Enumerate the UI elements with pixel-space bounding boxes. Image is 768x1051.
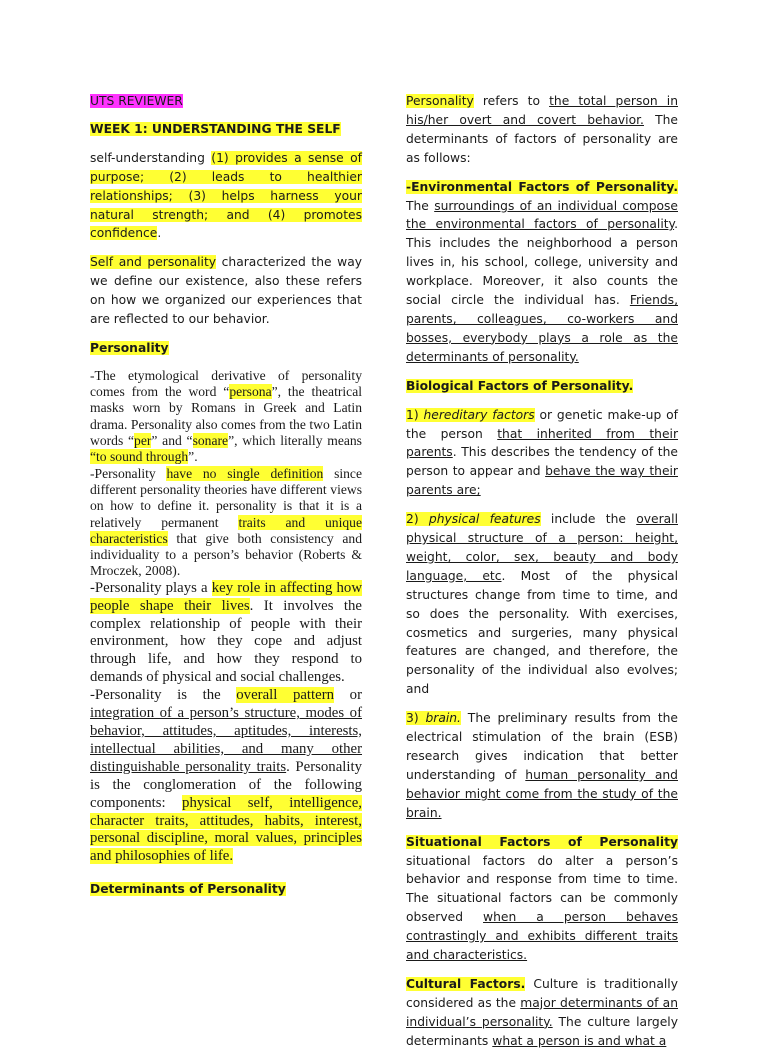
right-column	[406, 92, 678, 1051]
situational-factors-paragraph: Situational Factors of Personality situational factors do alter a person’s behavior and response from time to time. The situational factors can be commonly observed when a person behaves contrastingly and exhibits different traits and characteristics.	[406, 834, 678, 963]
self-and-personality-paragraph: Self and personality characterized the way we define our existence, also these refers on how we organized our experiences that are reflected to our behavior.	[90, 255, 363, 327]
left-column	[90, 92, 362, 899]
title-text: UTS REVIEWER	[90, 94, 183, 108]
overall-pattern-paragraph: -Personality is the overall pattern or integration of a person’s structure, modes of behavior, attitudes, aptitudes, interests, intellectual abilities, and many other distinguishable personality traits. Personality is the conglomeration of the following components: physical self, intelligence, character traits, attitudes, habits, interest, personal discipline, moral values, principles and philosophies of life.	[90, 687, 362, 865]
biological-factors-heading: Biological Factors of Personality.	[406, 378, 634, 393]
etymology-paragraph: -The etymological derivative of personality comes from the word “persona”, the theatrical masks worn by Romans in Greek and Latin drama. Personality also comes from the two Latin words “per” and “sonare”, which literally means “to sound through”.	[90, 367, 363, 465]
personality-heading: Personality	[90, 340, 169, 355]
physical-features-paragraph: 2) physical features include the overall physical structure of a person: height, weight, color, sex, beauty and body language, etc. Most of the physical structures change from time to time, and so does the personality. With exercises, cosmetics and surgeries, many physical features are changed, and therefore, the personality of the individual also evolves; and	[406, 512, 679, 697]
document-title	[90, 92, 362, 111]
self-understanding-paragraph: self-understanding (1) provides a sense of purpose; (2) leads to healthier relationships; (3) helps harness your natural strength; and (4) promotes confidence.	[90, 150, 362, 241]
hereditary-factors-paragraph: 1) hereditary factors or genetic make-up of the person that inherited from their parents. This describes the tendency of the person to appear and behave the way their parents are;	[406, 407, 679, 498]
definition-paragraph: -Personality have no single definition since different personality theories have different views on how to define it. personality is that it is a relatively permanent traits and unique characteristics that give both consistency and individuality to a person’s behavior (Roberts & Mroczek, 2008).	[90, 465, 363, 579]
key-role-paragraph: -Personality plays a key role in affecting how people shape their lives. It involves the complex relationship of people with their environment, how they cope and adjust through life, and how they respond to demands of physical and social challenges.	[90, 579, 363, 686]
environmental-factors-paragraph: -Environmental Factors of Personality. The surroundings of an individual compose the environmental factors of personality. This includes the neighborhood a person lives in, his school, college, university and workplace. Moreover, it also counts the social circle the individual has. Friends, parents, colleagues, co-workers and bosses, everybody plays a role as the determinants of personality.	[406, 179, 678, 364]
week-heading-text: WEEK 1: UNDERSTANDING THE SELF	[90, 121, 341, 136]
week-heading	[90, 120, 362, 139]
brain-paragraph: 3) brain. The preliminary results from the electrical stimulation of the brain (ESB) research gives indication that better understanding of human personality and behavior might come from the study of the brain.	[406, 711, 678, 820]
cultural-factors-paragraph: Cultural Factors. Culture is traditionally considered as the major determinants of an individual’s personality. The culture largely determinants what a person is and what a	[406, 976, 679, 1048]
determinants-heading: Determinants of Personality	[90, 882, 286, 897]
personality-refers-paragraph: Personality refers to the total person in his/her overt and covert behavior. The determinants of factors of personality are as follows:	[406, 94, 679, 165]
